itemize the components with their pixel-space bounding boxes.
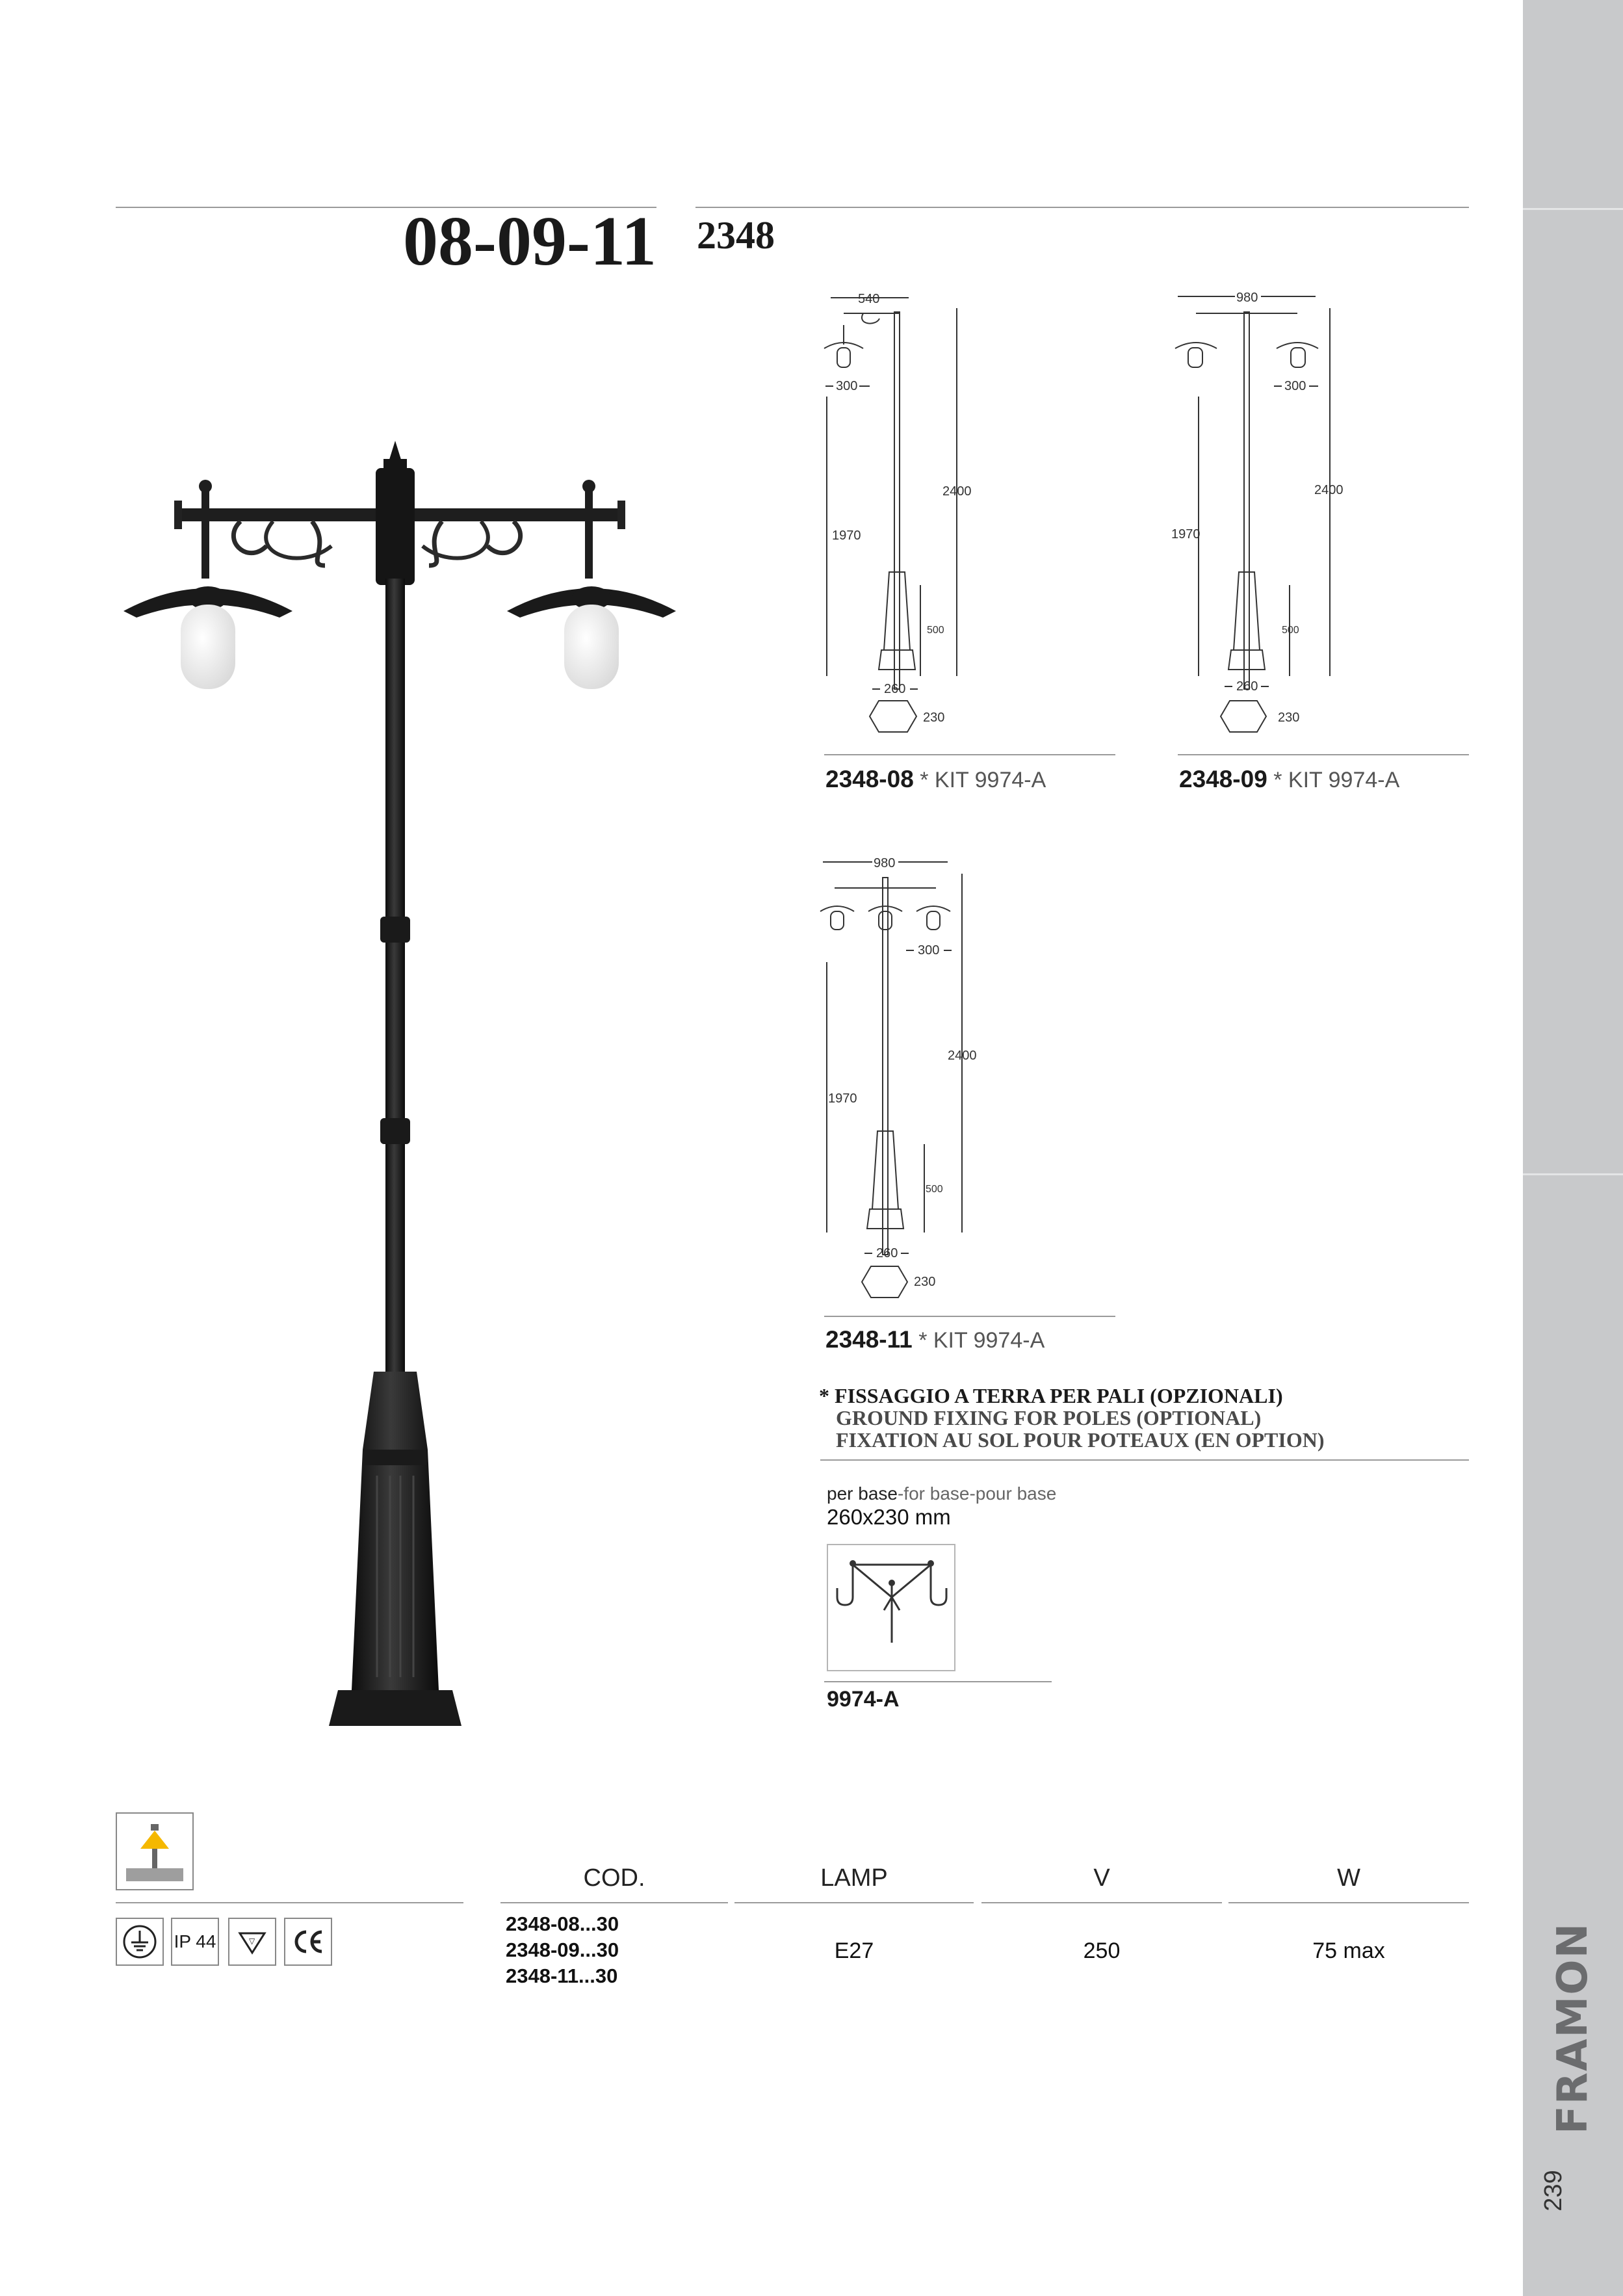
drawing-2348-11 <box>818 852 987 1300</box>
dim-width: 980 <box>1236 291 1258 305</box>
caption-rule-2348-09 <box>1178 754 1469 755</box>
kit-label: * KIT 9974-A <box>1273 768 1400 792</box>
dim-light-height: 1970 <box>828 1091 857 1106</box>
col-header-w: W <box>1337 1864 1360 1892</box>
series-title: 08-09-11 <box>403 203 656 280</box>
accessory-label <box>827 1483 1056 1504</box>
accessory-label-main: per base <box>827 1483 898 1504</box>
dim-base-width: 260 <box>876 1246 898 1260</box>
dim-width: 980 <box>874 856 896 870</box>
caption-2348-09 <box>1179 766 1399 793</box>
lamp-value: E27 <box>834 1938 874 1963</box>
note-line-it: * FISSAGGIO A TERRA PER PALI (OPZIONALI) <box>819 1384 1283 1407</box>
product-code: 2348-09 <box>1179 766 1267 792</box>
product-code: 2348-11 <box>825 1326 913 1353</box>
table-rule-cod <box>500 1902 728 1903</box>
family-code: 2348 <box>697 214 775 257</box>
wattage-value: 75 max <box>1312 1938 1385 1963</box>
dim-height: 2400 <box>1314 483 1344 497</box>
dim-width: 540 <box>858 292 880 306</box>
accessory-image <box>827 1544 955 1671</box>
ground-fixing-note <box>819 1385 1324 1451</box>
col-header-cod: COD. <box>583 1864 645 1892</box>
dim-base-depth: 230 <box>923 711 945 725</box>
accessory-label-rest: -for base-pour base <box>897 1483 1057 1504</box>
note-rule <box>820 1459 1469 1461</box>
accessory-code: 9974-A <box>827 1687 900 1712</box>
table-rule-lamp <box>734 1902 974 1903</box>
kit-label: * KIT 9974-A <box>918 1328 1045 1353</box>
code-item: 2348-08...30 <box>506 1912 619 1935</box>
wall-floor-install-icon <box>116 1812 194 1890</box>
dim-base-width: 260 <box>1236 679 1258 694</box>
caption-2348-08 <box>825 766 1046 793</box>
accessory-size: 260x230 mm <box>827 1505 951 1529</box>
brand-logo: FRAMON <box>1549 1922 1597 2134</box>
page-number: 239 <box>1540 2170 1567 2211</box>
caption-rule-2348-08 <box>824 754 1115 755</box>
class-symbol-icon <box>228 1918 276 1966</box>
dim-height: 2400 <box>942 484 972 499</box>
header-rule-right <box>695 207 1469 208</box>
col-header-lamp: LAMP <box>820 1864 888 1892</box>
dim-light-height: 1970 <box>832 528 861 543</box>
dim-base-width: 260 <box>884 682 906 696</box>
accessory-rule <box>824 1681 1052 1682</box>
voltage-value: 250 <box>1083 1938 1121 1963</box>
product-code: 2348-08 <box>825 766 914 792</box>
dim-base-height: 500 <box>927 625 944 636</box>
icons-rule <box>116 1902 463 1903</box>
dim-base-depth: 230 <box>914 1275 936 1289</box>
svg-text:▽: ▽ <box>249 1937 255 1946</box>
kit-label: * KIT 9974-A <box>920 768 1046 792</box>
table-rule-w <box>1228 1902 1469 1903</box>
code-list <box>506 1911 619 1989</box>
col-header-v: V <box>1093 1864 1110 1892</box>
ce-mark-icon <box>284 1918 332 1966</box>
code-item: 2348-11...30 <box>506 1964 618 1987</box>
dim-base-depth: 230 <box>1278 711 1300 725</box>
dim-arm: 300 <box>918 943 940 958</box>
caption-rule-2348-11 <box>824 1316 1115 1317</box>
dim-light-height: 1970 <box>1171 527 1201 541</box>
ip-rating: IP 44 <box>174 1931 216 1951</box>
side-band-middle <box>1523 210 1623 1173</box>
note-line-en: GROUND FIXING FOR POLES (OPTIONAL) <box>836 1406 1262 1429</box>
dim-base-height: 500 <box>1282 625 1299 636</box>
dim-arm: 300 <box>836 379 858 393</box>
dim-height: 2400 <box>948 1049 977 1063</box>
note-line-fr: FIXATION AU SOL POUR POTEAUX (EN OPTION) <box>836 1428 1325 1452</box>
side-band-top <box>1523 0 1623 208</box>
dim-arm: 300 <box>1284 379 1306 393</box>
product-photo <box>117 436 689 1755</box>
ip44-badge <box>171 1918 219 1966</box>
ground-fixing-kit-icon <box>828 1545 954 1670</box>
table-rule-v <box>981 1902 1222 1903</box>
code-item: 2348-09...30 <box>506 1938 619 1961</box>
drawing-2348-09 <box>1170 286 1358 735</box>
dim-base-height: 500 <box>926 1184 943 1195</box>
earth-ground-icon <box>116 1918 164 1966</box>
caption-2348-11 <box>825 1326 1045 1353</box>
drawing-2348-08 <box>818 286 987 735</box>
